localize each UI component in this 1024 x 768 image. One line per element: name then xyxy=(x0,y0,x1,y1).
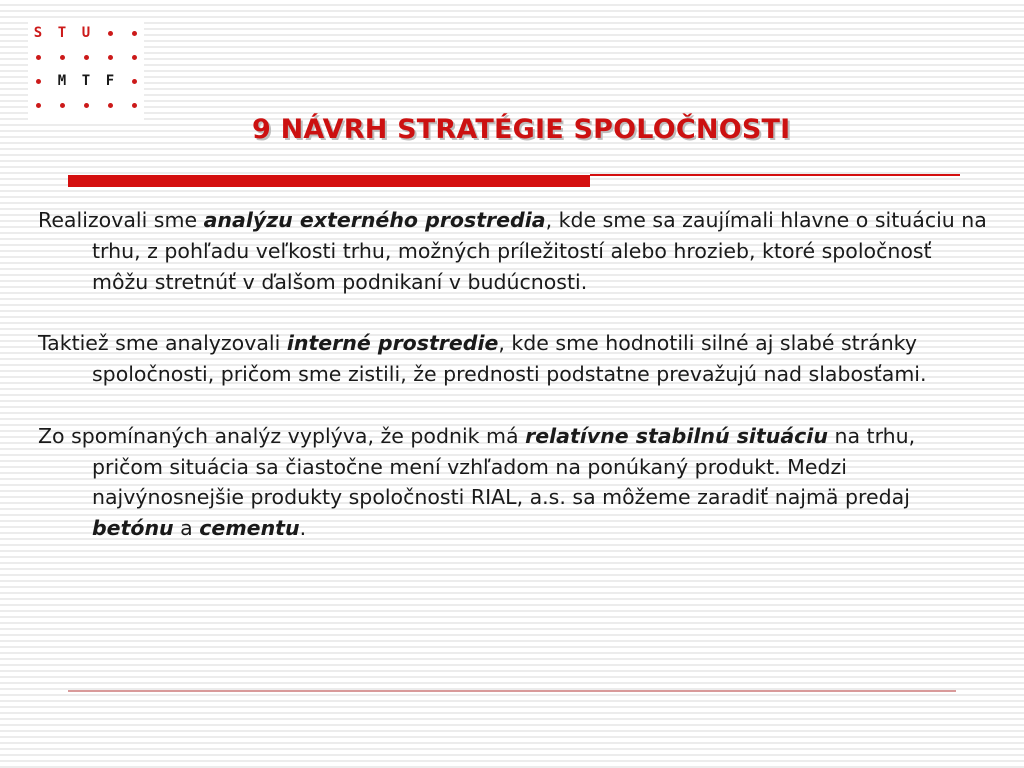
paragraph-text: , kde sme sa zaujímali hlavne o situáciu na trhu, z pohľadu veľkosti trhu, možných príležitostí alebo hrozieb, ktoré spoločnosť môžu stretnúť v ďalšom podnikaní v budúcnosti. xyxy=(92,208,987,294)
emphasized-phrase: relatívne stabilnú situáciu xyxy=(525,423,828,448)
emphasized-phrase: analýzu externého prostredia xyxy=(203,208,546,232)
logo-dot-mark xyxy=(108,55,113,60)
logo-dot xyxy=(52,94,72,116)
paragraph-text: na trhu, pričom situácia sa čiastočne mení vzhľadom na ponúkaný produkt. Medzi najvýnosnejšie produkty spoločnosti RIAL, a.s. sa môžeme zaradiť najmä predaj xyxy=(92,423,916,510)
paragraph-text: Zo spomínaných analýz vyplýva, že podnik má xyxy=(38,423,526,448)
footer-divider xyxy=(68,690,956,692)
slide-title: 9 NÁVRH STRATÉGIE SPOLOČNOSTI xyxy=(252,114,791,145)
logo-dot-mark xyxy=(132,103,137,108)
logo-dot xyxy=(100,46,120,68)
logo-dot-mark xyxy=(36,103,41,108)
logo-dot xyxy=(100,22,120,44)
title-underline-thick xyxy=(68,175,590,187)
logo-letter: S xyxy=(33,25,43,41)
paragraph-text: a xyxy=(173,516,200,540)
paragraph-text: Realizovali sme xyxy=(38,208,204,232)
emphasized-phrase: cementu xyxy=(199,516,300,540)
logo-dot xyxy=(52,46,72,68)
logo-dot xyxy=(28,70,48,92)
logo-dot xyxy=(124,94,144,116)
logo-letter: T xyxy=(81,73,91,89)
logo-dot-mark xyxy=(36,55,41,60)
emphasized-phrase: interné prostredie xyxy=(286,331,499,356)
paragraph-text: . xyxy=(299,516,307,540)
logo-dot xyxy=(76,46,96,68)
logo-dot-mark xyxy=(60,103,65,108)
slide-body xyxy=(38,205,988,544)
emphasized-phrase: betónu xyxy=(92,516,174,540)
logo-dot xyxy=(28,46,48,68)
logo-row xyxy=(28,94,144,116)
logo-dot-mark xyxy=(132,55,137,60)
logo-dot xyxy=(124,22,144,44)
logo-dot-mark xyxy=(84,55,89,60)
logo-dot-mark xyxy=(132,79,137,84)
logo-dot-mark xyxy=(108,31,113,36)
logo-letter: U xyxy=(81,25,91,41)
logo-dot xyxy=(76,94,96,116)
logo-dot-mark xyxy=(84,103,89,108)
logo-dot xyxy=(28,94,48,116)
body-paragraph xyxy=(38,421,988,544)
logo-dot xyxy=(124,70,144,92)
logo-dot-mark xyxy=(132,31,137,36)
logo-letter: T xyxy=(57,25,67,41)
logo-letter: F xyxy=(105,73,115,89)
logo-dot xyxy=(100,94,120,116)
title-underline-thin xyxy=(590,174,960,176)
logo-dot-mark xyxy=(108,103,113,108)
logo-row xyxy=(28,46,144,68)
paragraph-text: , kde sme hodnotili silné aj slabé stránky spoločnosti, pričom sme zistili, že prednosti podstatne prevažujú nad slabosťami. xyxy=(92,331,927,386)
body-paragraph xyxy=(38,328,988,390)
logo-dot-mark xyxy=(60,55,65,60)
logo-letter: M xyxy=(57,73,67,89)
paragraph-text: Taktiež sme analyzovali xyxy=(38,331,287,356)
stu-mtf-logo xyxy=(28,20,144,120)
body-paragraph xyxy=(38,205,988,297)
logo-dot-mark xyxy=(36,79,41,84)
logo-row xyxy=(28,22,144,44)
logo-dot xyxy=(124,46,144,68)
logo-row xyxy=(28,70,144,92)
